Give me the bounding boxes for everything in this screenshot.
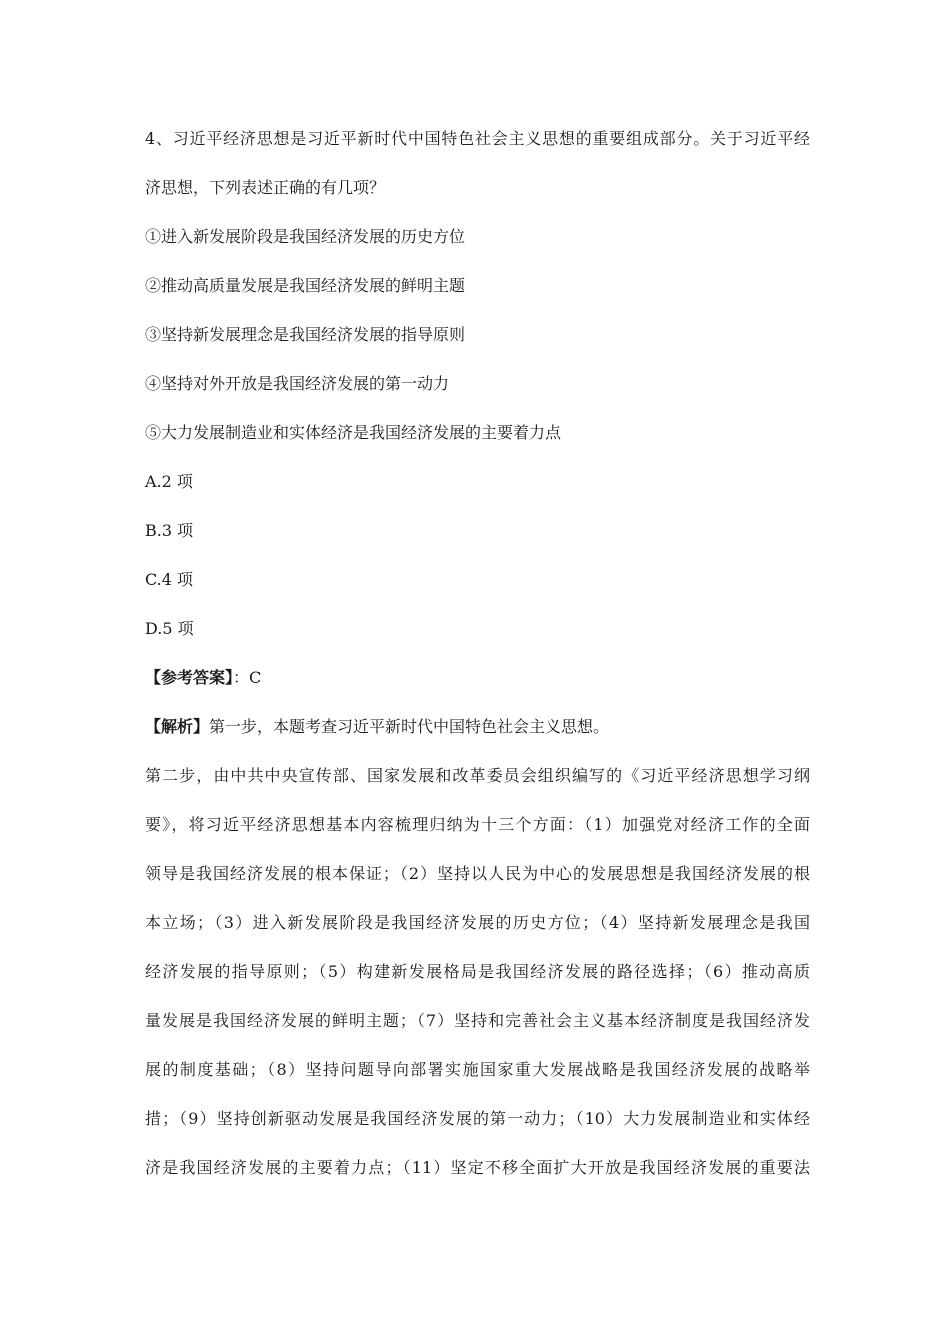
statement-4: ④坚持对外开放是我国经济发展的第一动力: [145, 374, 450, 393]
analysis-line-1: 第二步，由中共中央宣传部、国家发展和改革委员会组织编写的《习近平经济思想学习纲: [145, 766, 810, 785]
document-page: [145, 127, 810, 1205]
analysis-step-1: [145, 715, 810, 739]
analysis-step-1-text: 第一步，本题考查习近平新时代中国特色社会主义思想。: [209, 717, 610, 736]
option-a: A.2 项: [145, 472, 193, 491]
option-d: D.5 项: [145, 619, 194, 638]
statement-3: ③坚持新发展理念是我国经济发展的指导原则: [145, 325, 466, 344]
analysis-line-4: 本立场；（3）进入新发展阶段是我国经济发展的历史方位；（4）坚持新发展理念是我国: [145, 913, 810, 932]
statement-1: ①进入新发展阶段是我国经济发展的历史方位: [145, 227, 466, 246]
answer-label: 【参考答案】: [145, 668, 234, 687]
answer-value: ：C: [233, 668, 262, 687]
analysis-label: 【解析】: [145, 717, 210, 736]
analysis-line-3: 领导是我国经济发展的根本保证；（2）坚持以人民为中心的发展思想是我国经济发展的根: [145, 864, 810, 883]
option-b: B.3 项: [145, 521, 194, 540]
analysis-line-2: 要》，将习近平经济思想基本内容梳理归纳为十三个方面：（1）加强党对经济工作的全面: [145, 815, 810, 834]
question-stem-line-2: 济思想，下列表述正确的有几项？: [145, 178, 386, 197]
answer-line: [145, 666, 810, 690]
analysis-line-7: 展的制度基础；（8）坚持问题导向部署实施国家重大发展战略是我国经济发展的战略举: [145, 1060, 810, 1079]
option-c: C.4 项: [145, 570, 194, 589]
analysis-line-5: 经济发展的指导原则；（5）构建新发展格局是我国经济发展的路径选择；（6）推动高质: [145, 962, 810, 981]
statement-5: ⑤大力发展制造业和实体经济是我国经济发展的主要着力点: [145, 423, 562, 442]
analysis-line-8: 措；（9）坚持创新驱动发展是我国经济发展的第一动力；（10）大力发展制造业和实体经: [145, 1109, 810, 1128]
analysis-line-6: 量发展是我国经济发展的鲜明主题；（7）坚持和完善社会主义基本经济制度是我国经济发: [145, 1011, 810, 1030]
analysis-line-9: 济是我国经济发展的主要着力点；（11）坚定不移全面扩大开放是我国经济发展的重要法: [145, 1158, 810, 1177]
statement-2: ②推动高质量发展是我国经济发展的鲜明主题: [145, 276, 466, 295]
question-stem-line-1: 4、习近平经济思想是习近平新时代中国特色社会主义思想的重要组成部分。关于习近平经: [145, 129, 810, 148]
